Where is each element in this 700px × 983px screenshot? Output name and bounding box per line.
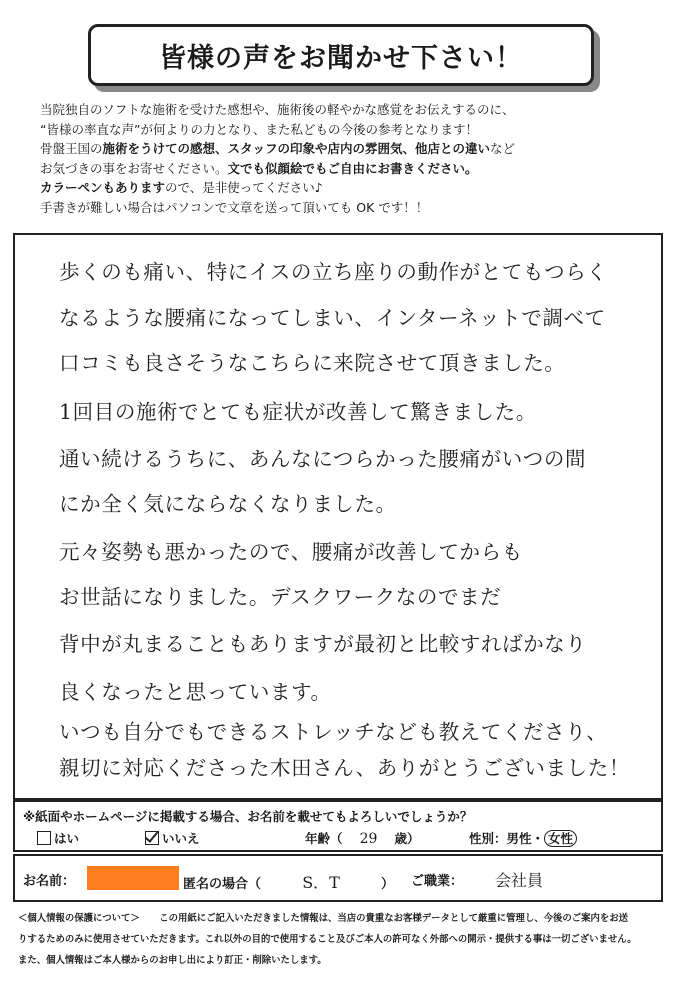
anonymous-initials: S．T <box>302 873 340 892</box>
anonymous-close: ） <box>381 877 395 892</box>
intro-line-3-a: 骨盤王国の <box>40 141 103 157</box>
intro-line-1: 当院独自のソフトな施術を受けた感想や、施術後の軽やかな感覚をお伝えするのに、 <box>40 102 515 117</box>
essay-line: 背中が丸まることもありますが最初と比較すればかなり <box>59 632 587 656</box>
essay-line: 歩くのも痛い、特にイスの立ち座りの動作がとてもつらく <box>59 260 608 284</box>
intro-text <box>40 100 680 218</box>
essay-line: 親切に対応くださった木田さん、ありがとうございました！ <box>59 756 630 780</box>
intro-line-5-bold: カラーペンもあります <box>40 180 166 196</box>
privacy-line-2: りするためのみに使用させていただきます。これ以外の目的で使用すること及びご本人の許可なく外部への開示・提供する事は一切ございません。 <box>18 934 637 945</box>
checkbox-empty-icon[interactable] <box>37 831 51 845</box>
job-value: 会社員 <box>495 871 544 890</box>
privacy-notice <box>18 908 688 971</box>
consent-no-option[interactable] <box>145 829 200 847</box>
gender-field <box>469 829 577 847</box>
consent-box <box>13 800 663 852</box>
essay-line: にか全く気にならなくなりました。 <box>59 492 397 516</box>
privacy-line-3: また、個人情報はご本人様からのお申し出により訂正・削除いたします。 <box>18 955 327 966</box>
consent-answers <box>23 829 653 847</box>
consent-no-label: いいえ <box>162 831 200 846</box>
intro-line-5-b: ので、是非使ってください♪ <box>165 180 323 196</box>
essay-line: 通い続けるうちに、あんなにつらかった腰痛がいつの間 <box>59 447 587 471</box>
gender-female-option-circled[interactable]: 女性 <box>544 830 577 847</box>
name-redaction <box>87 866 179 890</box>
age-field <box>305 829 420 847</box>
consent-yes-label: はい <box>54 831 80 846</box>
age-suffix: 歳） <box>394 831 420 846</box>
essay-line: 1回目の施術でとても症状が改善して驚きました。 <box>59 400 537 424</box>
intro-line-4-a: お気づきの事をお寄せください。 <box>40 160 228 176</box>
intro-line-4 <box>40 159 680 179</box>
privacy-title: ＜個人情報の保護について＞ <box>18 913 140 924</box>
intro-line-3-bold: 施術をうけての感想、スタッフの印象や店内の雰囲気、他店との違い <box>102 141 491 157</box>
essay-line: なるような腰痛になってしまい、インターネットで調べて <box>59 306 606 330</box>
intro-line-2: “皆様の率直な声”が何よりの力となり、また私どもの今後の参考となります！ <box>40 121 478 137</box>
consent-question: ※紙面やホームページに掲載する場合、お名前を載せてもよろしいでしょうか？ <box>23 809 473 824</box>
name-label: お名前： <box>23 874 76 889</box>
anonymous-field <box>183 870 394 893</box>
title-box <box>88 24 594 86</box>
job-label: ご職業： <box>411 874 464 889</box>
essay-line: お世話になりました。デスクワークなのでまだ <box>59 585 502 609</box>
intro-line-4-bold: 文でも似顔絵でもご自由にお書きください。 <box>227 160 478 176</box>
name-box <box>13 854 663 902</box>
essay-line: 良くなったと思っています。 <box>59 680 332 704</box>
page-title: 皆様の声をお聞かせ下さい！ <box>159 42 523 74</box>
essay-line: 元々姿勢も悪かったので、腰痛が改善してからも <box>59 540 523 564</box>
age-value: 29 <box>359 831 378 847</box>
privacy-line-1 <box>18 908 688 929</box>
essay-line: いつも自分でもできるストレッチなども教えてくださり、 <box>59 720 608 744</box>
intro-line-3-c: など <box>490 141 516 157</box>
anonymous-label: 匿名の場合（ <box>183 877 262 892</box>
age-label: 年齢（ <box>305 831 343 846</box>
intro-line-5 <box>40 178 680 198</box>
checkbox-checked-icon[interactable] <box>145 831 159 845</box>
gender-male-option[interactable]: 男性・ <box>506 831 545 846</box>
consent-yes-option[interactable] <box>37 829 79 847</box>
handwritten-essay-box <box>13 233 663 800</box>
intro-line-3 <box>40 139 680 159</box>
intro-line-6: 手書きが難しい場合はパソコンで文章を送って頂いても OK です！！ <box>40 199 429 215</box>
gender-label: 性別： <box>469 831 507 846</box>
privacy-line-1-body: この用紙にご記入いただきました情報は、当店の貴重なお客様データとして厳重に管理し、今後のご案内をお送 <box>159 913 629 924</box>
essay-line: 口コミも良さそうなこちらに来院させて頂きました。 <box>59 351 566 375</box>
